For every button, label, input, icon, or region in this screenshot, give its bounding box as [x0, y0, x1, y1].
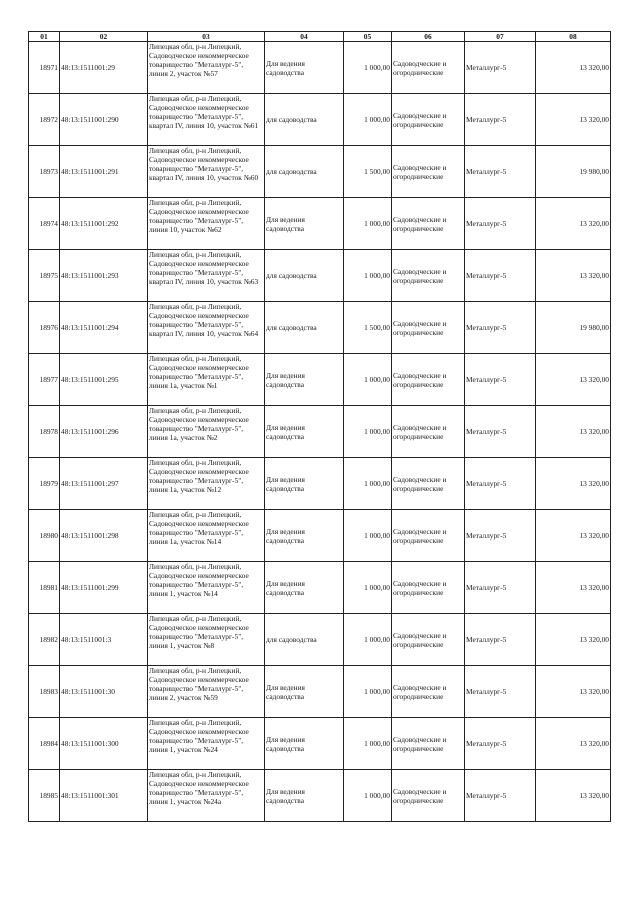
cadastral-value: 13 320,00	[536, 562, 611, 614]
plot-address-text: Липецкая обл, р-н Липецкий, Садоводческое некоммерческое товарищество "Металлург-5", линия 1, участок №24а	[149, 770, 249, 806]
column-header: 01	[29, 32, 60, 42]
cadastral-number: 48:13:1511001:291	[60, 146, 148, 198]
row-number: 18982	[29, 614, 60, 666]
cadastral-value: 13 320,00	[536, 510, 611, 562]
row-number: 18985	[29, 770, 60, 822]
plot-area: 1 000,00	[344, 614, 392, 666]
plot-address-text: Липецкая обл, р-н Липецкий, Садоводческое некоммерческое товарищество "Металлург-5", линия 1а, участок №1	[149, 354, 249, 390]
plot-address-text: Липецкая обл, р-н Липецкий, Садоводческое некоммерческое товарищество "Металлург-5", линия 1а, участок №12	[149, 458, 249, 494]
column-header: 06	[392, 32, 465, 42]
cadastral-number: 48:13:1511001:298	[60, 510, 148, 562]
row-number: 18976	[29, 302, 60, 354]
plot-area: 1 000,00	[344, 718, 392, 770]
plot-address	[148, 250, 265, 302]
permitted-use: для садоводства	[265, 250, 344, 302]
plot-address-text: Липецкая обл, р-н Липецкий, Садоводческое некоммерческое товарищество "Металлург-5", линия 1, участок №24	[149, 718, 249, 754]
cadastral-number: 48:13:1511001:292	[60, 198, 148, 250]
partnership-name: Металлург-5	[465, 718, 536, 770]
partnership-name: Металлург-5	[465, 42, 536, 94]
cadastral-number: 48:13:1511001:295	[60, 354, 148, 406]
cadastral-value: 13 320,00	[536, 718, 611, 770]
cadastral-value: 13 320,00	[536, 770, 611, 822]
plot-address-text: Липецкая обл, р-н Липецкий, Садоводческое некоммерческое товарищество "Металлург-5", квартал IV, линия 10, участок №64	[149, 302, 259, 338]
cadastral-number: 48:13:1511001:296	[60, 406, 148, 458]
column-header: 03	[148, 32, 265, 42]
plot-address-text: Липецкая обл, р-н Липецкий, Садоводческое некоммерческое товарищество "Металлург-5", линия 2, участок №59	[149, 666, 249, 702]
column-header: 07	[465, 32, 536, 42]
row-number: 18983	[29, 666, 60, 718]
plot-address	[148, 510, 265, 562]
land-plot-register-table	[28, 31, 611, 822]
table-row	[29, 510, 611, 562]
plot-address	[148, 302, 265, 354]
plot-address	[148, 354, 265, 406]
land-category: Садоводческие и огороднические	[392, 458, 465, 510]
plot-address	[148, 562, 265, 614]
plot-address	[148, 94, 265, 146]
row-number: 18977	[29, 354, 60, 406]
plot-address	[148, 770, 265, 822]
table-row	[29, 146, 611, 198]
cadastral-number: 48:13:1511001:300	[60, 718, 148, 770]
row-number: 18978	[29, 406, 60, 458]
partnership-name: Металлург-5	[465, 458, 536, 510]
land-category: Садоводческие и огороднические	[392, 198, 465, 250]
column-header: 04	[265, 32, 344, 42]
plot-area: 1 000,00	[344, 198, 392, 250]
plot-area: 1 000,00	[344, 406, 392, 458]
partnership-name: Металлург-5	[465, 146, 536, 198]
partnership-name: Металлург-5	[465, 354, 536, 406]
land-category: Садоводческие и огороднические	[392, 94, 465, 146]
plot-area: 1 000,00	[344, 510, 392, 562]
permitted-use: для садоводства	[265, 302, 344, 354]
column-header: 08	[536, 32, 611, 42]
permitted-use: для садоводства	[265, 146, 344, 198]
table-row	[29, 42, 611, 94]
plot-address-text: Липецкая обл, р-н Липецкий, Садоводческое некоммерческое товарищество "Металлург-5", квартал IV, линия 10, участок №60	[149, 146, 259, 182]
plot-area: 1 000,00	[344, 354, 392, 406]
plot-address	[148, 146, 265, 198]
plot-area: 1 000,00	[344, 42, 392, 94]
partnership-name: Металлург-5	[465, 510, 536, 562]
land-category: Садоводческие и огороднические	[392, 146, 465, 198]
permitted-use: Для ведения садоводства	[265, 770, 344, 822]
plot-address	[148, 198, 265, 250]
cadastral-value: 13 320,00	[536, 666, 611, 718]
row-number: 18971	[29, 42, 60, 94]
permitted-use: Для ведения садоводства	[265, 354, 344, 406]
cadastral-number: 48:13:1511001:290	[60, 94, 148, 146]
plot-address	[148, 406, 265, 458]
cadastral-value: 13 320,00	[536, 406, 611, 458]
plot-address	[148, 666, 265, 718]
partnership-name: Металлург-5	[465, 770, 536, 822]
land-category: Садоводческие и огороднические	[392, 562, 465, 614]
land-category: Садоводческие и огороднические	[392, 302, 465, 354]
plot-area: 1 000,00	[344, 458, 392, 510]
permitted-use: Для ведения садоводства	[265, 458, 344, 510]
row-number: 18972	[29, 94, 60, 146]
header-row	[29, 32, 611, 42]
permitted-use: для садоводства	[265, 614, 344, 666]
row-number: 18980	[29, 510, 60, 562]
row-number: 18974	[29, 198, 60, 250]
plot-area: 1 000,00	[344, 666, 392, 718]
cadastral-value: 19 980,00	[536, 146, 611, 198]
permitted-use: Для ведения садоводства	[265, 42, 344, 94]
row-number: 18973	[29, 146, 60, 198]
plot-address-text: Липецкая обл, р-н Липецкий, Садоводческое некоммерческое товарищество "Металлург-5", квартал IV, линия 10, участок №63	[149, 250, 259, 286]
column-header: 02	[60, 32, 148, 42]
row-number: 18984	[29, 718, 60, 770]
partnership-name: Металлург-5	[465, 250, 536, 302]
partnership-name: Металлург-5	[465, 198, 536, 250]
plot-area: 1 000,00	[344, 770, 392, 822]
table-row	[29, 302, 611, 354]
cadastral-number: 48:13:1511001:29	[60, 42, 148, 94]
table-row	[29, 198, 611, 250]
cadastral-value: 13 320,00	[536, 458, 611, 510]
table-row	[29, 614, 611, 666]
permitted-use: для садоводства	[265, 94, 344, 146]
table-row	[29, 406, 611, 458]
table-header	[29, 32, 611, 42]
partnership-name: Металлург-5	[465, 406, 536, 458]
table-row	[29, 666, 611, 718]
table-row	[29, 94, 611, 146]
cadastral-value: 13 320,00	[536, 94, 611, 146]
land-category: Садоводческие и огороднические	[392, 250, 465, 302]
plot-area: 1 000,00	[344, 94, 392, 146]
table-row	[29, 354, 611, 406]
cadastral-value: 13 320,00	[536, 198, 611, 250]
plot-address	[148, 718, 265, 770]
cadastral-number: 48:13:1511001:301	[60, 770, 148, 822]
table-row	[29, 562, 611, 614]
cadastral-number: 48:13:1511001:294	[60, 302, 148, 354]
cadastral-value: 13 320,00	[536, 614, 611, 666]
permitted-use: Для ведения садоводства	[265, 718, 344, 770]
land-category: Садоводческие и огороднические	[392, 770, 465, 822]
land-category: Садоводческие и огороднические	[392, 666, 465, 718]
cadastral-number: 48:13:1511001:30	[60, 666, 148, 718]
partnership-name: Металлург-5	[465, 302, 536, 354]
column-header: 05	[344, 32, 392, 42]
permitted-use: Для ведения садоводства	[265, 562, 344, 614]
land-category: Садоводческие и огороднические	[392, 614, 465, 666]
plot-address	[148, 458, 265, 510]
table-row	[29, 250, 611, 302]
land-category: Садоводческие и огороднические	[392, 510, 465, 562]
cadastral-number: 48:13:1511001:293	[60, 250, 148, 302]
land-category: Садоводческие и огороднические	[392, 42, 465, 94]
partnership-name: Металлург-5	[465, 666, 536, 718]
table-row	[29, 770, 611, 822]
row-number: 18981	[29, 562, 60, 614]
permitted-use: Для ведения садоводства	[265, 198, 344, 250]
cadastral-number: 48:13:1511001:299	[60, 562, 148, 614]
plot-area: 1 000,00	[344, 562, 392, 614]
row-number: 18979	[29, 458, 60, 510]
partnership-name: Металлург-5	[465, 94, 536, 146]
plot-area: 1 500,00	[344, 302, 392, 354]
plot-address-text: Липецкая обл, р-н Липецкий, Садоводческое некоммерческое товарищество "Металлург-5", линия 1, участок №8	[149, 614, 249, 650]
plot-address-text: Липецкая обл, р-н Липецкий, Садоводческое некоммерческое товарищество "Металлург-5", линия 1а, участок №2	[149, 406, 249, 442]
partnership-name: Металлург-5	[465, 562, 536, 614]
cadastral-number: 48:13:1511001:3	[60, 614, 148, 666]
cadastral-value: 19 980,00	[536, 302, 611, 354]
cadastral-number: 48:13:1511001:297	[60, 458, 148, 510]
table-body	[29, 42, 611, 822]
cadastral-value: 13 320,00	[536, 250, 611, 302]
table-row	[29, 458, 611, 510]
plot-address-text: Липецкая обл, р-н Липецкий, Садоводческое некоммерческое товарищество "Металлург-5", линия 2, участок №57	[149, 42, 249, 78]
land-category: Садоводческие и огороднические	[392, 718, 465, 770]
plot-address	[148, 614, 265, 666]
plot-address-text: Липецкая обл, р-н Липецкий, Садоводческое некоммерческое товарищество "Металлург-5", линия 1а, участок №14	[149, 510, 249, 546]
cadastral-value: 13 320,00	[536, 354, 611, 406]
permitted-use: Для ведения садоводства	[265, 510, 344, 562]
table-row	[29, 718, 611, 770]
plot-address-text: Липецкая обл, р-н Липецкий, Садоводческое некоммерческое товарищество "Металлург-5", линия 10, участок №62	[149, 198, 249, 234]
row-number: 18975	[29, 250, 60, 302]
plot-address-text: Липецкая обл, р-н Липецкий, Садоводческое некоммерческое товарищество "Металлург-5", квартал IV, линия 10, участок №61	[149, 94, 259, 130]
permitted-use: Для ведения садоводства	[265, 666, 344, 718]
plot-area: 1 500,00	[344, 146, 392, 198]
cadastral-value: 13 320,00	[536, 42, 611, 94]
partnership-name: Металлург-5	[465, 614, 536, 666]
land-category: Садоводческие и огороднические	[392, 406, 465, 458]
permitted-use: Для ведения садоводства	[265, 406, 344, 458]
land-category: Садоводческие и огороднические	[392, 354, 465, 406]
plot-address-text: Липецкая обл, р-н Липецкий, Садоводческое некоммерческое товарищество "Металлург-5", линия 1, участок №14	[149, 562, 249, 598]
plot-address	[148, 42, 265, 94]
plot-area: 1 000,00	[344, 250, 392, 302]
